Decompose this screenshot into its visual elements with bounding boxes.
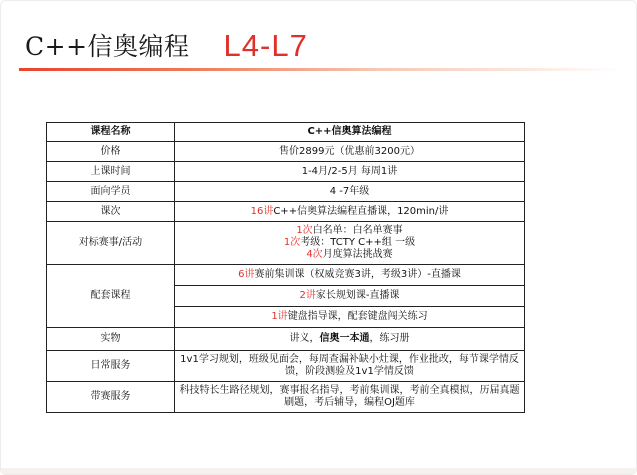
cell-value-extras-2: [175, 286, 525, 307]
table-row-competition: [47, 382, 525, 413]
cell-value-course-name: C++信奥算法编程: [175, 123, 525, 142]
cell-label-extras: 配套课程: [47, 265, 175, 328]
table-row-time: [47, 162, 525, 182]
extras-desc: 键盘指导课，配套键盘闯关练习: [287, 311, 428, 322]
materials-part2: ，练习册: [369, 333, 410, 344]
cell-label-audience: 面向学员: [47, 182, 175, 202]
cell-label-time: 上课时间: [47, 162, 175, 182]
contest-desc: 白名单：白名单赛事: [312, 225, 403, 236]
cell-label-course-name: 课程名称: [47, 123, 175, 142]
cell-value-daily: 1v1学习规划，班级见面会，每周查漏补缺小灶课，作业批改，每节课学情反馈，阶段测验及1v1学情反馈: [175, 351, 525, 382]
table-row-price: [47, 142, 525, 162]
cell-label-price: 价格: [47, 142, 175, 162]
title-row: [25, 23, 308, 63]
table-row-audience: [47, 182, 525, 202]
contest-count: 1次: [296, 225, 313, 236]
cell-value-materials: [175, 328, 525, 351]
table-row-daily: [47, 351, 525, 382]
table-row-sessions: [47, 202, 525, 222]
cell-label-materials: 实物: [47, 328, 175, 351]
sessions-count: 16讲: [250, 205, 274, 217]
extras-desc: 赛前集训课（权威竞赛3讲，考级3讲）-直播课: [254, 269, 461, 280]
contest-line: [178, 249, 521, 261]
bottom-strip: [1, 468, 636, 474]
materials-book: 信奥一本通: [319, 333, 370, 344]
materials-part1: 讲义，: [289, 333, 320, 344]
cell-label-contests: 对标赛事/活动: [47, 222, 175, 265]
course-title: C++信奥编程: [25, 32, 190, 61]
extras-desc: 家长规划课-直播课: [315, 290, 400, 301]
course-table-wrap: [46, 122, 525, 413]
cell-value-audience: 4 -7年级: [175, 182, 525, 202]
contest-desc: 考级：TCTY C++组 一级: [300, 237, 416, 248]
table-row-contests: [47, 222, 525, 265]
course-level: L4-L7: [223, 28, 308, 63]
contest-desc: 月度算法挑战赛: [322, 249, 393, 260]
cell-value-extras-1: [175, 265, 525, 286]
cell-label-daily: 日常服务: [47, 351, 175, 382]
contest-count: 4次: [306, 249, 323, 260]
contest-line: [178, 237, 521, 249]
cell-label-sessions: 课次: [47, 202, 175, 222]
course-table: [46, 122, 525, 413]
extras-count: 2讲: [299, 290, 316, 301]
sessions-desc: C++信奥算法编程直播课，120min/讲: [273, 205, 449, 217]
cell-value-extras-3: [175, 307, 525, 328]
cell-value-competition: 科技特长生路径规划，赛事报名指导，考前集训课，考前全真模拟，历届真题刷题，考后辅导，编程OJ题库: [175, 382, 525, 413]
title-underline: [19, 68, 619, 71]
cell-value-sessions: [175, 202, 525, 222]
extras-count: 1讲: [271, 311, 288, 322]
contest-line: [178, 225, 521, 237]
cell-value-price: 售价2899元（优惠前3200元）: [175, 142, 525, 162]
cell-value-time: 1-4月/2-5月 每周1讲: [175, 162, 525, 182]
table-row-materials: [47, 328, 525, 351]
contest-count: 1次: [283, 237, 301, 248]
extras-count: 6讲: [238, 269, 255, 280]
table-row-extras-1: [47, 265, 525, 286]
cell-value-contests: [175, 222, 525, 265]
cell-label-competition: 带赛服务: [47, 382, 175, 413]
table-row-head: [47, 123, 525, 142]
